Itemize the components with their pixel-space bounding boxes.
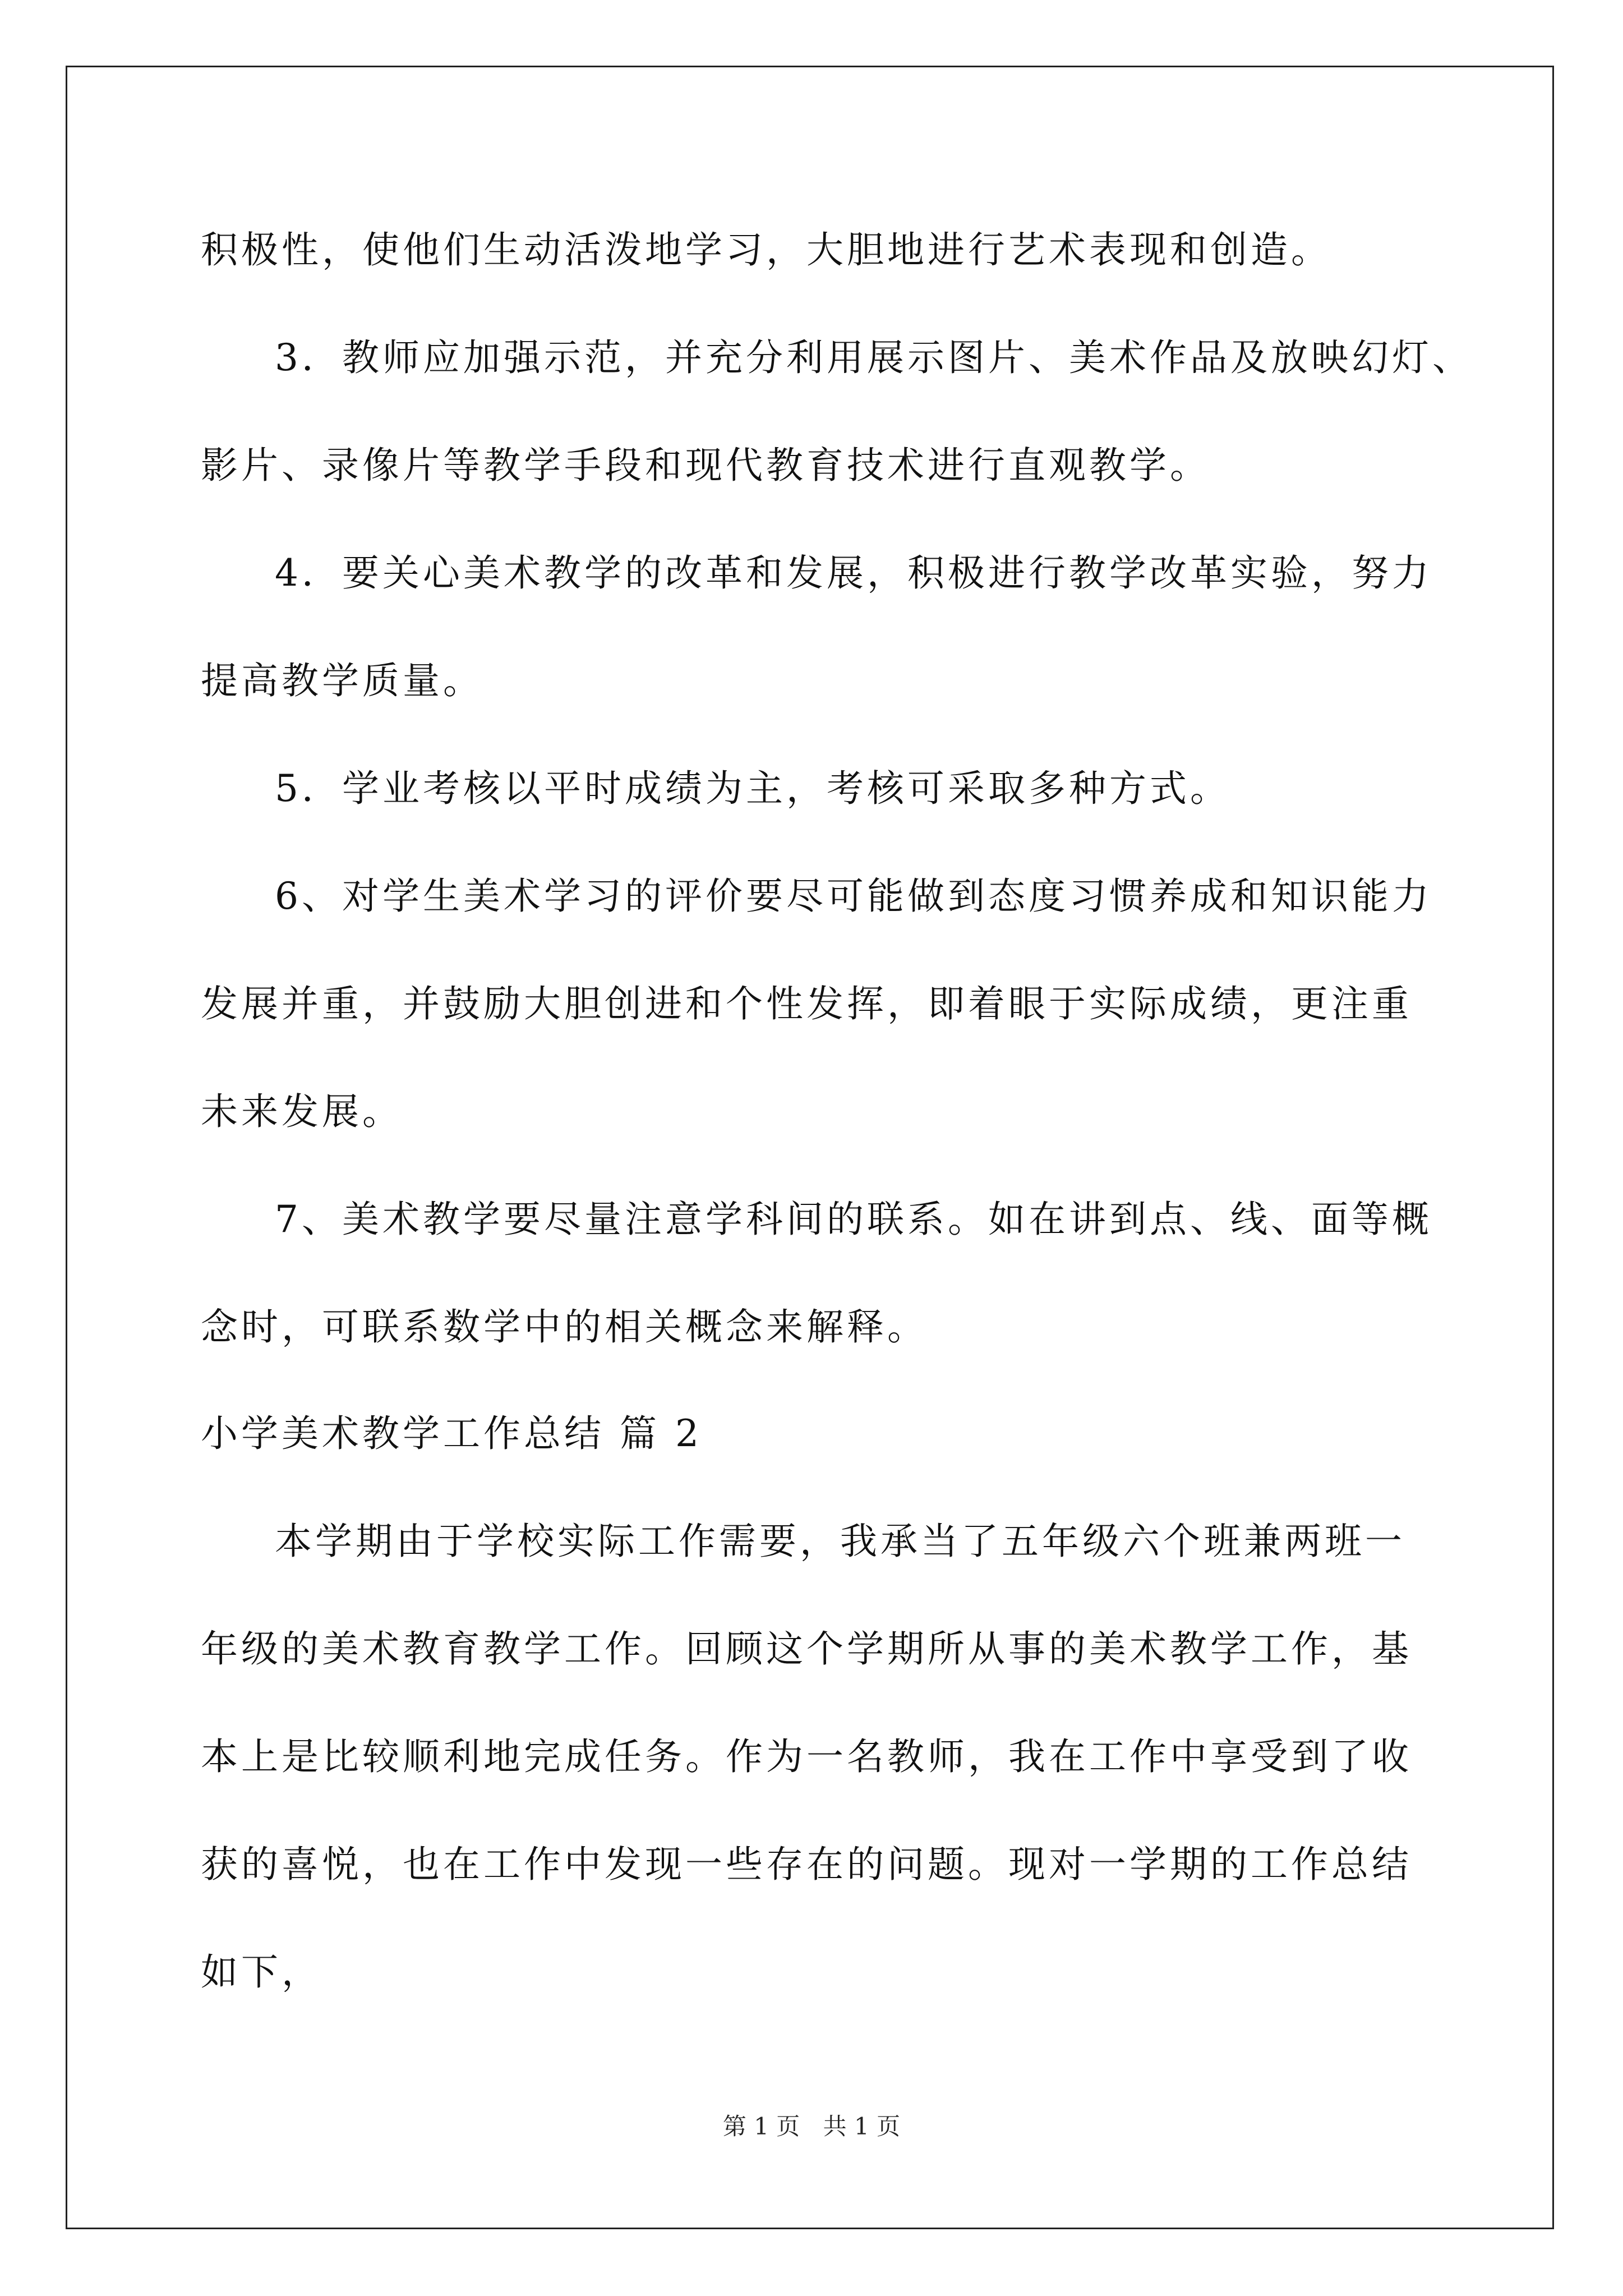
list-item-3: 3．教师应加强示范，并充分利用展示图片、美术作品及放映幻灯、 — [275, 336, 1473, 379]
body-line: 本上是比较顺利地完成任务。作为一名教师，我在工作中享受到了收 — [201, 1735, 1412, 1778]
list-item-5: 5．学业考核以平时成绩为主，考核可采取多种方式。 — [275, 767, 1230, 810]
page-number: 第 1 页 — [722, 2113, 800, 2140]
body-line: 提高教学质量。 — [201, 659, 483, 702]
page-border — [66, 66, 1554, 2229]
body-line: 获的喜悦，也在工作中发现一些存在的问题。现对一学期的工作总结 — [201, 1843, 1412, 1886]
body-line: 影片、录像片等教学手段和现代教育技术进行直观教学。 — [201, 444, 1210, 487]
list-item-7: 7、美术教学要尽量注意学科间的联系。如在讲到点、线、面等概 — [275, 1198, 1432, 1241]
body-line: 发展并重，并鼓励大胆创进和个性发挥，即着眼于实际成绩，更注重 — [201, 982, 1412, 1025]
body-line: 未来发展。 — [201, 1090, 403, 1133]
page-footer — [0, 2115, 1623, 2138]
paragraph-start: 本学期由于学校实际工作需要，我承当了五年级六个班兼两班一 — [275, 1520, 1405, 1563]
body-line: 念时，可联系数学中的相关概念来解释。 — [201, 1305, 928, 1349]
body-line: 如下， — [201, 1950, 322, 1994]
body-line: 积极性，使他们生动活泼地学习，大胆地进行艺术表现和创造。 — [201, 228, 1331, 272]
section-heading: 小学美术教学工作总结 篇 2 — [201, 1412, 702, 1455]
body-line: 年级的美术教育教学工作。回顾这个学期所从事的美术教学工作，基 — [201, 1627, 1412, 1671]
list-item-6: 6、对学生美术学习的评价要尽可能做到态度习惯养成和知识能力 — [275, 875, 1432, 918]
list-item-4: 4．要关心美术教学的改革和发展，积极进行教学改革实验，努力 — [275, 551, 1432, 595]
page-total: 共 1 页 — [823, 2113, 901, 2140]
